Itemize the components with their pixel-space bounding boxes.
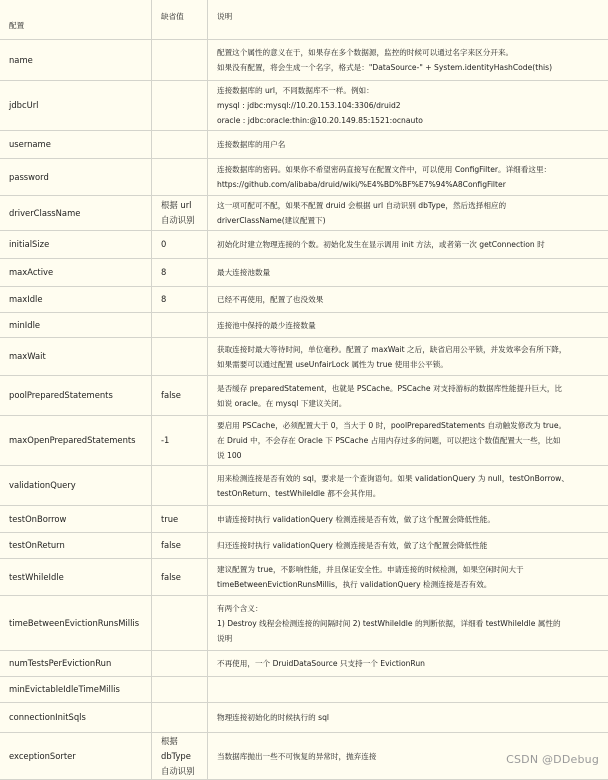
default-value-cell: -1 — [152, 416, 208, 466]
description-line: 申请连接时执行 validationQuery 检测连接是否有效，做了这个配置会降低性能。 — [217, 512, 605, 527]
table-row — [0, 559, 608, 596]
watermark: CSDN @DDebug — [506, 753, 599, 766]
description-line: 如果没有配置，将会生成一个名字，格式是："DataSource-" + System.identityHashCode(this) — [217, 60, 605, 75]
config-key-cell: initialSize — [0, 231, 152, 259]
table-row — [0, 259, 608, 287]
table-row — [0, 376, 608, 416]
description-line: 这一项可配可不配，如果不配置 druid 会根据 url 自动识别 dbType，然后选择相应的 — [217, 198, 605, 213]
description-cell — [208, 196, 608, 231]
table-row — [0, 703, 608, 733]
description-line: 连接数据库的密码。如果你不希望密码直接写在配置文件中，可以使用 ConfigFilter。详细看这里： — [217, 162, 605, 177]
config-key-cell: testOnBorrow — [0, 506, 152, 533]
default-value-cell — [152, 733, 208, 780]
default-value-cell: 8 — [152, 259, 208, 287]
default-value-cell — [152, 131, 208, 159]
description-cell — [208, 131, 608, 159]
config-key-cell: maxWait — [0, 338, 152, 376]
description-cell — [208, 231, 608, 259]
description-line: 说明 — [217, 631, 605, 646]
config-key-cell: minEvictableIdleTimeMillis — [0, 677, 152, 703]
default-value-cell — [152, 677, 208, 703]
description-line: 当数据库抛出一些不可恢复的异常时，抛弃连接 — [217, 749, 605, 764]
description-line: mysql : jdbc:mysql://10.20.153.104:3306/druid2 — [217, 98, 605, 113]
table-row — [0, 416, 608, 466]
description-line: 如果需要可以通过配置 useUnfairLock 属性为 true 使用非公平锁。 — [217, 357, 605, 372]
default-value-cell: false — [152, 559, 208, 596]
default-value-cell — [152, 338, 208, 376]
description-line: driverClassName(建议配置下) — [217, 213, 605, 228]
table-row — [0, 533, 608, 559]
config-key-cell: driverClassName — [0, 196, 152, 231]
description-cell — [208, 596, 608, 651]
description-line: 初始化时建立物理连接的个数。初始化发生在显示调用 init 方法，或者第一次 getConnection 时 — [217, 237, 605, 252]
table-body — [0, 40, 608, 780]
config-key-cell: connectionInitSqls — [0, 703, 152, 733]
description-line: 连接数据库的用户名 — [217, 137, 605, 152]
default-value-cell: 8 — [152, 287, 208, 313]
description-line: 说 100 — [217, 448, 605, 463]
description-line: 有两个含义： — [217, 601, 605, 616]
config-key-cell: exceptionSorter — [0, 733, 152, 780]
config-key-cell: name — [0, 40, 152, 81]
description-cell — [208, 259, 608, 287]
default-value-line: 根据 — [161, 734, 207, 749]
table-row — [0, 506, 608, 533]
table-row — [0, 40, 608, 81]
table-row — [0, 131, 608, 159]
default-value-cell: 0 — [152, 231, 208, 259]
default-value-line: 自动识别 — [161, 213, 207, 228]
default-value-cell — [152, 81, 208, 131]
config-key-cell: poolPreparedStatements — [0, 376, 152, 416]
table-row — [0, 596, 608, 651]
table-row — [0, 313, 608, 338]
description-line: 获取连接时最大等待时间，单位毫秒。配置了 maxWait 之后，缺省启用公平锁，并发效率会有所下降， — [217, 342, 605, 357]
description-cell — [208, 677, 608, 703]
description-line: https://github.com/alibaba/druid/wiki/%E4%BD%BF%E7%94%A8ConfigFilter — [217, 177, 605, 192]
config-key-cell: numTestsPerEvictionRun — [0, 651, 152, 677]
default-value-cell — [152, 703, 208, 733]
default-value-line: dbType — [161, 749, 207, 764]
description-line: 是否缓存 preparedStatement，也就是 PSCache。PSCache 对支持游标的数据库性能提升巨大，比 — [217, 381, 605, 396]
description-line: 已经不再使用，配置了也没效果 — [217, 292, 605, 307]
description-line: timeBetweenEvictionRunsMillis，执行 validationQuery 检测连接是否有效。 — [217, 577, 605, 592]
description-line: testOnReturn、testWhileIdle 都不会其作用。 — [217, 486, 605, 501]
default-value-cell — [152, 313, 208, 338]
table-row — [0, 651, 608, 677]
default-value-cell — [152, 466, 208, 506]
config-key-cell: minIdle — [0, 313, 152, 338]
description-line: 要启用 PSCache，必须配置大于 0，当大于 0 时，poolPreparedStatements 自动触发修改为 true。 — [217, 418, 605, 433]
default-value-cell — [152, 40, 208, 81]
table-row — [0, 677, 608, 703]
config-key-cell: testOnReturn — [0, 533, 152, 559]
description-line: 建议配置为 true，不影响性能，并且保证安全性。申请连接的时候检测，如果空闲时间大于 — [217, 562, 605, 577]
table-row — [0, 196, 608, 231]
table-row — [0, 231, 608, 259]
config-key-cell: testWhileIdle — [0, 559, 152, 596]
table-row — [0, 81, 608, 131]
config-key-cell: maxActive — [0, 259, 152, 287]
description-line: 不再使用，一个 DruidDataSource 只支持一个 EvictionRun — [217, 656, 605, 671]
description-cell — [208, 559, 608, 596]
config-key-cell: maxOpenPreparedStatements — [0, 416, 152, 466]
table-header-row — [0, 0, 608, 40]
description-cell — [208, 40, 608, 81]
description-line: 在 Druid 中，不会存在 Oracle 下 PSCache 占用内存过多的问题，可以把这个数值配置大一些，比如 — [217, 433, 605, 448]
description-line: 配置这个属性的意义在于，如果存在多个数据源，监控的时候可以通过名字来区分开来。 — [217, 45, 605, 60]
table-row — [0, 338, 608, 376]
description-line: 归还连接时执行 validationQuery 检测连接是否有效，做了这个配置会降低性能 — [217, 538, 605, 553]
column-header-description: 说明 — [208, 0, 608, 40]
column-header-default: 缺省值 — [152, 0, 208, 40]
description-cell — [208, 81, 608, 131]
default-value-cell: true — [152, 506, 208, 533]
description-line: 1) Destroy 线程会检测连接的间隔时间 2) testWhileIdle 的判断依据，详细看 testWhileIdle 属性的 — [217, 616, 605, 631]
config-key-cell: maxIdle — [0, 287, 152, 313]
config-key-cell: timeBetweenEvictionRunsMillis — [0, 596, 152, 651]
description-line: 最大连接池数量 — [217, 265, 605, 280]
description-line: 连接数据库的 url，不同数据库不一样。例如： — [217, 83, 605, 98]
description-cell — [208, 703, 608, 733]
default-value-cell — [152, 596, 208, 651]
config-key-cell: validationQuery — [0, 466, 152, 506]
description-cell — [208, 416, 608, 466]
description-cell — [208, 651, 608, 677]
description-cell — [208, 376, 608, 416]
default-value-cell — [152, 651, 208, 677]
default-value-line: 根据 url — [161, 198, 207, 213]
description-cell — [208, 287, 608, 313]
column-header-config: 配置 — [0, 0, 152, 40]
default-value-line: 自动识别 — [161, 764, 207, 779]
default-value-cell: false — [152, 533, 208, 559]
description-cell — [208, 338, 608, 376]
description-line: 用来检测连接是否有效的 sql，要求是一个查询语句。如果 validationQuery 为 null，testOnBorrow、 — [217, 471, 605, 486]
table-row — [0, 159, 608, 196]
description-line: 连接池中保持的最少连接数量 — [217, 318, 605, 333]
description-cell — [208, 159, 608, 196]
description-line: 如说 oracle。在 mysql 下建议关闭。 — [217, 396, 605, 411]
config-key-cell: username — [0, 131, 152, 159]
config-key-cell: password — [0, 159, 152, 196]
table-row — [0, 287, 608, 313]
description-line: oracle : jdbc:oracle:thin:@10.20.149.85:1521:ocnauto — [217, 113, 605, 128]
description-line: 物理连接初始化的时候执行的 sql — [217, 710, 605, 725]
default-value-cell: false — [152, 376, 208, 416]
default-value-cell — [152, 159, 208, 196]
description-cell — [208, 506, 608, 533]
description-cell — [208, 533, 608, 559]
default-value-cell — [152, 196, 208, 231]
table-row — [0, 466, 608, 506]
config-key-cell: jdbcUrl — [0, 81, 152, 131]
description-cell — [208, 313, 608, 338]
description-cell — [208, 466, 608, 506]
